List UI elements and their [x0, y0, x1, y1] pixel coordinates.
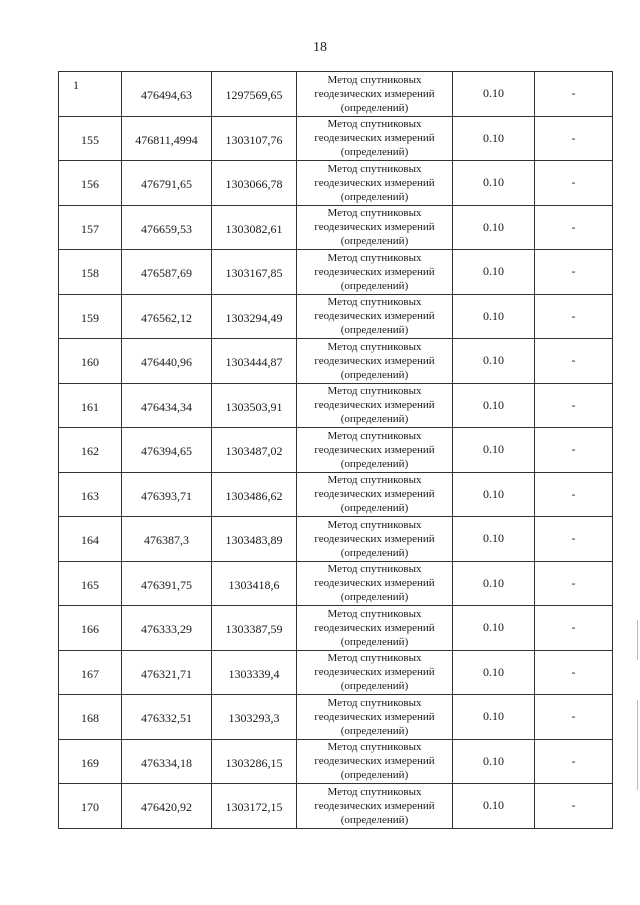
method-text-line: Метод спутниковых — [327, 340, 422, 353]
accuracy-cell: 0.10 — [453, 739, 535, 784]
method-text-line: геодезических измерений — [314, 755, 435, 768]
method-cell — [297, 517, 453, 562]
method-cell — [297, 250, 453, 295]
method-text-line: (определений) — [340, 413, 409, 426]
method-text-line: геодезических измерений — [314, 354, 435, 367]
x-coordinate-cell: 476811,4994 — [122, 116, 212, 161]
x-coordinate-cell: 476333,29 — [122, 606, 212, 651]
method-text-line: (определений) — [340, 680, 409, 693]
point-number-cell: 157 — [59, 205, 122, 250]
accuracy-cell: 0.10 — [453, 161, 535, 206]
method-text-line: Метод спутниковых — [327, 251, 422, 264]
dash-cell: - — [535, 472, 613, 517]
accuracy-cell: 0.10 — [453, 650, 535, 695]
method-text-line: Метод спутниковых — [327, 73, 422, 86]
method-text-line: (определений) — [340, 190, 409, 203]
method-text-line: геодезических измерений — [314, 666, 435, 679]
point-number-cell: 167 — [59, 650, 122, 695]
dash-cell: - — [535, 205, 613, 250]
x-coordinate-cell: 476587,69 — [122, 250, 212, 295]
method-cell — [297, 739, 453, 784]
x-coordinate-cell: 476659,53 — [122, 205, 212, 250]
table-row — [59, 161, 613, 206]
method-text-line: (определений) — [340, 635, 409, 648]
method-text-line: Метод спутниковых — [327, 741, 422, 754]
accuracy-cell: 0.10 — [453, 339, 535, 384]
y-coordinate-cell: 1303444,87 — [212, 339, 297, 384]
point-number-cell: 162 — [59, 428, 122, 473]
x-coordinate-cell: 476332,51 — [122, 695, 212, 740]
y-coordinate-cell: 1303483,89 — [212, 517, 297, 562]
dash-cell: - — [535, 383, 613, 428]
table-row — [59, 784, 613, 829]
method-text-line: Метод спутниковых — [327, 296, 422, 309]
method-cell — [297, 383, 453, 428]
dash-cell: - — [535, 606, 613, 651]
y-coordinate-cell: 1303387,59 — [212, 606, 297, 651]
method-text-line: (определений) — [340, 279, 409, 292]
x-coordinate-cell: 476394,65 — [122, 428, 212, 473]
x-coordinate-cell: 476791,65 — [122, 161, 212, 206]
x-coordinate-cell: 476334,18 — [122, 739, 212, 784]
method-text-line: Метод спутниковых — [327, 474, 422, 487]
accuracy-cell: 0.10 — [453, 116, 535, 161]
point-number-cell: 163 — [59, 472, 122, 517]
table-row — [59, 650, 613, 695]
accuracy-cell: 0.10 — [453, 561, 535, 606]
y-coordinate-cell: 1303487,02 — [212, 428, 297, 473]
method-text-line: Метод спутниковых — [327, 607, 422, 620]
point-number-cell: 166 — [59, 606, 122, 651]
method-cell — [297, 339, 453, 384]
method-text-line: (определений) — [340, 235, 409, 248]
y-coordinate-cell: 1303107,76 — [212, 116, 297, 161]
table-row — [59, 739, 613, 784]
accuracy-cell: 0.10 — [453, 517, 535, 562]
point-number-cell: 158 — [59, 250, 122, 295]
y-coordinate-cell: 1297569,65 — [212, 72, 297, 117]
table-row — [59, 205, 613, 250]
y-coordinate-cell: 1303418,6 — [212, 561, 297, 606]
x-coordinate-cell: 476494,63 — [122, 72, 212, 117]
point-number-cell: 159 — [59, 294, 122, 339]
method-cell — [297, 606, 453, 651]
method-text-line: (определений) — [340, 457, 409, 470]
method-text-line: геодезических измерений — [314, 710, 435, 723]
y-coordinate-cell: 1303294,49 — [212, 294, 297, 339]
dash-cell: - — [535, 428, 613, 473]
dash-cell: - — [535, 650, 613, 695]
table-body — [59, 72, 613, 829]
accuracy-cell: 0.10 — [453, 472, 535, 517]
table-row — [59, 606, 613, 651]
method-text-line: геодезических измерений — [314, 221, 435, 234]
method-text-line: Метод спутниковых — [327, 696, 422, 709]
method-cell — [297, 72, 453, 117]
accuracy-cell: 0.10 — [453, 428, 535, 473]
dash-cell: - — [535, 739, 613, 784]
method-text-line: Метод спутниковых — [327, 429, 422, 442]
method-text-line: (определений) — [340, 324, 409, 337]
method-text-line: геодезических измерений — [314, 87, 435, 100]
method-text-line: (определений) — [340, 813, 409, 826]
method-cell — [297, 561, 453, 606]
table-row — [59, 561, 613, 606]
method-text-line: геодезических измерений — [314, 265, 435, 278]
method-cell — [297, 784, 453, 829]
scan-edge-mark — [637, 700, 638, 790]
accuracy-cell: 0.10 — [453, 606, 535, 651]
method-text-line: (определений) — [340, 146, 409, 159]
table-row — [59, 116, 613, 161]
method-text-line: Метод спутниковых — [327, 518, 422, 531]
x-coordinate-cell: 476562,12 — [122, 294, 212, 339]
y-coordinate-cell: 1303503,91 — [212, 383, 297, 428]
accuracy-cell: 0.10 — [453, 294, 535, 339]
x-coordinate-cell: 476393,71 — [122, 472, 212, 517]
method-text-line: геодезических измерений — [314, 443, 435, 456]
method-text-line: Метод спутниковых — [327, 385, 422, 398]
page-number: 18 — [313, 40, 327, 55]
table-row — [59, 250, 613, 295]
method-text-line: геодезических измерений — [314, 577, 435, 590]
point-number-cell: 170 — [59, 784, 122, 829]
x-coordinate-cell: 476440,96 — [122, 339, 212, 384]
x-coordinate-cell: 476321,71 — [122, 650, 212, 695]
method-text-line: геодезических измерений — [314, 132, 435, 145]
accuracy-cell: 0.10 — [453, 72, 535, 117]
y-coordinate-cell: 1303167,85 — [212, 250, 297, 295]
method-text-line: Метод спутниковых — [327, 652, 422, 665]
method-cell — [297, 294, 453, 339]
table-row — [59, 339, 613, 384]
method-cell — [297, 161, 453, 206]
x-coordinate-cell: 476420,92 — [122, 784, 212, 829]
method-text-line: геодезических измерений — [314, 176, 435, 189]
table-row — [59, 472, 613, 517]
dash-cell: - — [535, 695, 613, 740]
method-cell — [297, 650, 453, 695]
point-number-cell: 164 — [59, 517, 122, 562]
x-coordinate-cell: 476387,3 — [122, 517, 212, 562]
method-text-line: (определений) — [340, 368, 409, 381]
dash-cell: - — [535, 294, 613, 339]
point-number-cell: 168 — [59, 695, 122, 740]
method-text-line: Метод спутниковых — [327, 162, 422, 175]
dash-cell: - — [535, 72, 613, 117]
method-text-line: геодезических измерений — [314, 310, 435, 323]
dash-cell: - — [535, 561, 613, 606]
table-row — [59, 294, 613, 339]
y-coordinate-cell: 1303286,15 — [212, 739, 297, 784]
method-cell — [297, 428, 453, 473]
y-coordinate-cell: 1303339,4 — [212, 650, 297, 695]
y-coordinate-cell: 1303082,61 — [212, 205, 297, 250]
method-text-line: геодезических измерений — [314, 799, 435, 812]
dash-cell: - — [535, 161, 613, 206]
point-number-cell: 155 — [59, 116, 122, 161]
method-text-line: (определений) — [340, 546, 409, 559]
method-text-line: (определений) — [340, 502, 409, 515]
method-cell — [297, 205, 453, 250]
dash-cell: - — [535, 784, 613, 829]
coordinates-table — [58, 71, 613, 829]
method-text-line: (определений) — [340, 724, 409, 737]
method-text-line: геодезических измерений — [314, 399, 435, 412]
point-number-cell: 169 — [59, 739, 122, 784]
dash-cell: - — [535, 116, 613, 161]
dash-cell: - — [535, 250, 613, 295]
scan-edge-mark — [637, 620, 638, 660]
table-row — [59, 695, 613, 740]
method-text-line: геодезических измерений — [314, 532, 435, 545]
method-text-line: Метод спутниковых — [327, 207, 422, 220]
y-coordinate-cell: 1303293,3 — [212, 695, 297, 740]
method-text-line: (определений) — [340, 769, 409, 782]
point-number-cell: 156 — [59, 161, 122, 206]
table-row — [59, 72, 613, 117]
accuracy-cell: 0.10 — [453, 250, 535, 295]
y-coordinate-cell: 1303066,78 — [212, 161, 297, 206]
y-coordinate-cell: 1303486,62 — [212, 472, 297, 517]
dash-cell: - — [535, 517, 613, 562]
method-text-line: (определений) — [340, 101, 409, 114]
point-number-cell: 160 — [59, 339, 122, 384]
method-text-line: Метод спутниковых — [327, 785, 422, 798]
x-coordinate-cell: 476391,75 — [122, 561, 212, 606]
point-number-cell: 1 — [59, 72, 122, 117]
accuracy-cell: 0.10 — [453, 383, 535, 428]
y-coordinate-cell: 1303172,15 — [212, 784, 297, 829]
table-row — [59, 383, 613, 428]
method-text-line: геодезических измерений — [314, 488, 435, 501]
accuracy-cell: 0.10 — [453, 205, 535, 250]
point-number-cell: 161 — [59, 383, 122, 428]
point-number-cell: 165 — [59, 561, 122, 606]
method-text-line: геодезических измерений — [314, 621, 435, 634]
method-text-line: Метод спутниковых — [327, 118, 422, 131]
accuracy-cell: 0.10 — [453, 784, 535, 829]
accuracy-cell: 0.10 — [453, 695, 535, 740]
x-coordinate-cell: 476434,34 — [122, 383, 212, 428]
table-row — [59, 517, 613, 562]
table-row — [59, 428, 613, 473]
method-text-line: Метод спутниковых — [327, 563, 422, 576]
dash-cell: - — [535, 339, 613, 384]
method-cell — [297, 472, 453, 517]
method-cell — [297, 116, 453, 161]
method-text-line: (определений) — [340, 591, 409, 604]
method-cell — [297, 695, 453, 740]
